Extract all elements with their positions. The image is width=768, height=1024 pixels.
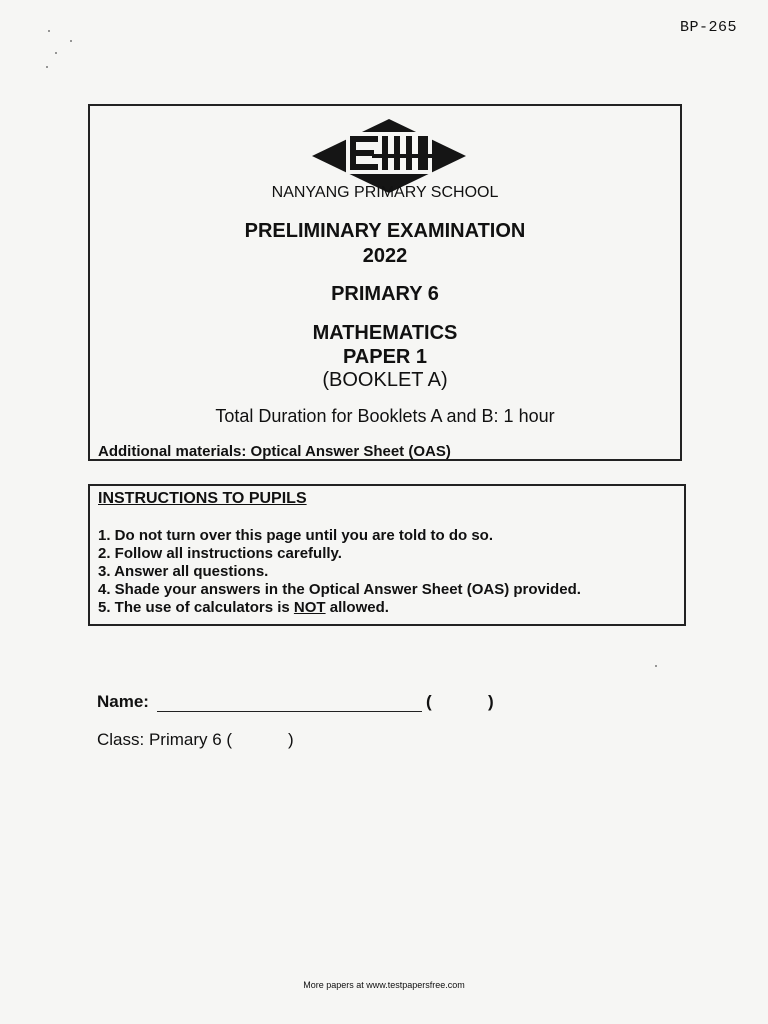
booklet-label: (BOOKLET A) (322, 369, 448, 391)
footer-note: More papers at www.testpapersfree.com (303, 980, 465, 990)
instructions-list (98, 527, 581, 617)
register-number-close: ) (488, 692, 494, 711)
instruction-item-5-prefix: 5. The use of calculators is (98, 599, 294, 616)
name-label: Name: (97, 692, 149, 711)
duration: Total Duration for Booklets A and B: 1 hour (215, 406, 555, 426)
level: PRIMARY 6 (331, 283, 439, 305)
exam-title: PRELIMINARY EXAMINATION (244, 220, 526, 242)
name-field[interactable] (157, 711, 422, 712)
cover-box (88, 104, 682, 461)
instruction-item: 1. Do not turn over this page until you are told to do so. (98, 527, 494, 544)
scan-speck (48, 30, 50, 32)
scan-speck (55, 52, 57, 54)
instruction-item-5-suffix: allowed. (325, 599, 389, 616)
class-label: Class: Primary 6 ( (97, 730, 233, 749)
document-code: BP-265 (680, 19, 738, 36)
instruction-item: 3. Answer all questions. (98, 563, 269, 580)
instruction-item: 2. Follow all instructions carefully. (98, 545, 342, 562)
class-number-close: ) (288, 730, 294, 749)
school-name: NANYANG PRIMARY SCHOOL (271, 184, 499, 201)
scan-speck (46, 66, 48, 68)
additional-materials: Additional materials: Optical Answer Sheet (OAS) (98, 443, 451, 460)
scan-speck (655, 665, 657, 667)
subject: MATHEMATICS (312, 322, 458, 344)
instructions-box (88, 484, 686, 626)
instruction-item: 4. Shade your answers in the Optical Answer Sheet (OAS) provided. (98, 581, 581, 598)
instruction-item (98, 599, 581, 617)
instructions-heading: INSTRUCTIONS TO PUPILS (98, 490, 307, 507)
scan-speck (70, 40, 72, 42)
exam-year: 2022 (362, 245, 408, 267)
register-number-open: ( (426, 692, 432, 711)
paper-number: PAPER 1 (342, 346, 428, 368)
instruction-emphasis: NOT (293, 599, 326, 616)
